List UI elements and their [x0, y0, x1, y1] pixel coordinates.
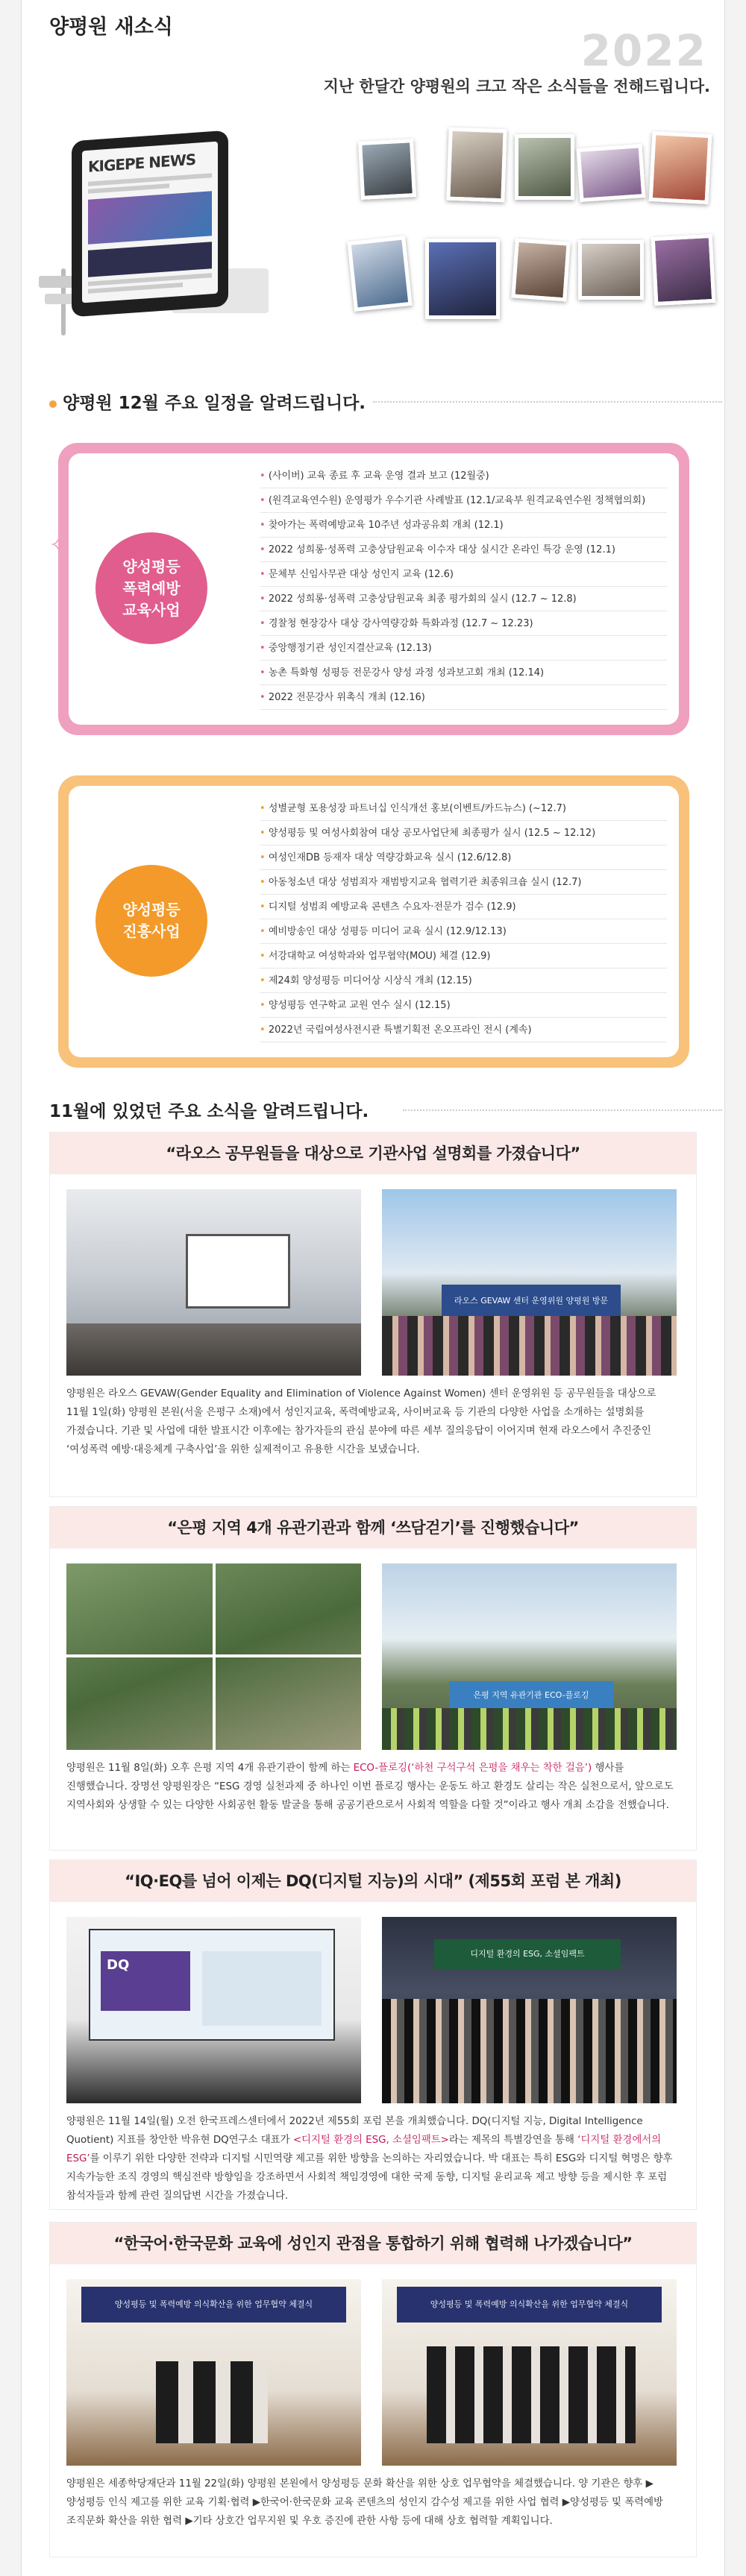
schedule-list [260, 464, 667, 710]
highlight-text: ‘디지털 환경에서의 ESG’ [66, 2135, 662, 2164]
divider [403, 1109, 722, 1111]
list-item: • 디지털 성범죄 예방교육 콘텐츠 수요자·전문가 검수 (12.9) [260, 895, 667, 919]
page-title: 양평원 새소식 [49, 16, 173, 39]
list-item: • 2022 전문강사 위촉식 개최 (12.16) [260, 685, 667, 710]
news-body: 양평원은 11월 14일(월) 오전 한국프레스센터에서 2022년 제55회 포럼 본을 개최했습니다. DQ(디지털 지능, Digital Intelligence Quotient) 지표를 창안한 박유현 DQ연구소 대표가 <디지털 환경의 ESG, 소셜임팩트>라는 제목의 특별강연을 통해 ‘디지털 환경에서의 ESG’를 이루기 위한 다양한 전략과 디지털 시민역량 제고를 위한 방향을 논의하는 자리였습니다. 박 대표는 특히 ESG와 디지털 혁명은 향후 지속가능한 조직 경영의 핵심전략 방향임을 강조하면서 사회적 책임경영에 대한 국제 동향, 디지털 윤리교육 제고 방향 등을 제시한 후 포럼 참석자들과 함께 관련 질의답변 시간을 가졌습니다. [66, 2116, 673, 2202]
list-item: • 여성인재DB 등재자 대상 역량강화교육 실시 (12.6/12.8) [260, 845, 667, 870]
news-photo-seminar [66, 1189, 361, 1376]
schedule-box-violence-prevention: ✧ 양성평등 폭력예방 교육사업 • (사이버) 교육 종료 후 교육 운영 결과 보고 (12월중) • (원격교육연수원) 운영평가 우수기관 사례발표 (12.1/교육부 원격교육연수원 정책협의회) • 찾아가는 폭력예방교육 10주년 성과공유회 개최 (12.1) • 2022 성희롱·성폭력 고충상담원교육 이수자 대상 실시간 온라인 특강 운영 (12.1) • 문체부 신임사무관 대상 성인지 교육 (12.6) • 2022 성희롱·성폭력 고충상담원교육 최종 평가회의 실시 (12.7 ~ 12.8) • 경찰청 현장강사 대상 강사역량강화 특화과정 (12.7 ~ 12.23) • 중앙행정기관 성인지결산교육 (12.13) • 농촌 특화형 성평등 전문강사 양성 과정 성과보고회 개최 (12.14) • 2022 전문강사 위촉식 개최 (12.16) [58, 443, 689, 735]
news-body: 양평원은 라오스 GEVAW(Gender Equality and Elimination of Violence Against Women) 센터 운영위원 등 공무원들을 대상으로 11월 1일(화) 양평원 본원(서울 은평구 소재)에서 성인지교육, 폭력예방교육, 사이버교육 등 기관의 다양한 사업을 소개하는 설명회를 가졌습니다. 기관 및 사업에 대한 발표시간 이후에는 참가자들의 관심 분야에 따른 세부 질의응답이 이어지며 현재 라오스에서 추진중인 ‘여성폭력 예방·대응체계 구축사업’을 위한 실제적이고 유용한 시간을 보냈습니다. [66, 1388, 656, 1455]
news-photo-plogging [66, 1563, 361, 1750]
december-heading: 양평원 12월 주요 일정을 알려드립니다. [49, 389, 366, 414]
tablet-illustration [72, 130, 228, 318]
november-heading: 11월에 있었던 주요 소식을 알려드립니다. [49, 1102, 369, 1121]
collage-photo [425, 239, 500, 319]
list-item: • 양성평등 연구학교 교원 연수 실시 (12.15) [260, 993, 667, 1018]
news-photo-signing: 양성평등 및 폭력예방 의식확산을 위한 업무협약 체결식 [66, 2279, 361, 2466]
list-item: • 양성평등 및 여성사회참여 대상 공모사업단체 최종평가 실시 (12.5 ~ 12.12) [260, 821, 667, 845]
photo-collage [351, 127, 724, 328]
news-title: “은평 지역 4개 유관기관과 함께 ‘쓰담걷기’를 진행했습니다” [50, 1507, 696, 1549]
list-item: • 성별균형 포용성장 파트너십 인식개선 홍보(이벤트/카드뉴스) (~12.7) [260, 796, 667, 821]
schedule-list [260, 796, 667, 1042]
divider [373, 401, 722, 403]
news-title: “라오스 공무원들을 대상으로 기관사업 설명회를 가졌습니다” [50, 1133, 696, 1174]
news-photo-group: 양성평등 및 폭력예방 의식확산을 위한 업무협약 체결식 [382, 2279, 677, 2466]
news-body: 양평원은 11월 8일(화) 오후 은평 지역 4개 유관기관이 함께 하는 ECO-플로깅(‘하천 구석구석 은평을 채우는 착한 걸음’) 행사를 진행했습니다. 장명선 양평원장은 “ESG 경영 실천과제 중 하나인 이번 플로깅 행사는 운동도 하고 환경도 살리는 작은 실천으로서, 앞으로도 지역사회와 상생할 수 있는 다양한 사회공헌 활동 발굴을 통해 공공기관으로서 사회적 역할을 다할 것”이라고 행사 개최 소감을 전했습니다. [66, 1763, 674, 1811]
collage-photo [578, 240, 644, 300]
tablet-logo: KIGEPE NEWS [88, 150, 196, 176]
collage-photo [358, 139, 416, 200]
news-title: “IQ·EQ를 넘어 이제는 DQ(디지털 지능)의 시대” (제55회 포럼 본 개최) [50, 1860, 696, 1902]
news-photo-group: 은평 지역 유관기관 ECO-플로깅 [382, 1563, 677, 1750]
news-item-mou [49, 2222, 697, 2557]
collage-photo [511, 239, 570, 302]
list-item: • 예비방송인 대상 성평등 미디어 교육 실시 (12.9/12.13) [260, 919, 667, 944]
list-item: • 제24회 양성평등 미디어상 시상식 개최 (12.15) [260, 969, 667, 993]
right-margin [725, 0, 746, 2576]
left-margin [0, 0, 21, 2576]
page-subtitle: 지난 한달간 양평원의 크고 작은 소식들을 전해드립니다. [323, 78, 710, 95]
list-item: • (사이버) 교육 종료 후 교육 운영 결과 보고 (12월중) [260, 464, 667, 488]
news-item-forum [49, 1859, 697, 2210]
highlight-text: ECO-플로깅(‘하천 구석구석 은평을 채우는 착한 걸음’) [353, 1763, 592, 1774]
news-photo-lecture: DQ [66, 1917, 361, 2103]
collage-photo [651, 234, 716, 306]
news-photo-group: 디지털 환경의 ESG, 소셜임팩트 [382, 1917, 677, 2103]
collage-photo [347, 236, 412, 312]
news-item-plogging [49, 1506, 697, 1851]
collage-photo [515, 134, 574, 200]
category-badge: 양성평등 진흥사업 [95, 865, 207, 977]
list-item: • (원격교육연수원) 운영평가 우수기관 사례발표 (12.1/교육부 원격교육연수원 정책협의회) [260, 488, 667, 513]
news-title: “한국어·한국문화 교육에 성인지 관점을 통합하기 위해 협력해 나가겠습니다” [50, 2223, 696, 2264]
list-item: • 서강대학교 여성학과와 업무협약(MOU) 체결 (12.9) [260, 944, 667, 969]
category-badge: 양성평등 폭력예방 교육사업 [95, 532, 207, 644]
collage-photo [649, 131, 712, 204]
news-photo-group: 라오스 GEVAW 센터 운영위원 양평원 방문 [382, 1189, 677, 1376]
list-item: • 2022년 국립여성사전시관 특별기획전 온오프라인 전시 (계속) [260, 1018, 667, 1042]
list-item: • 아동청소년 대상 성범죄자 재범방지교육 협력기관 최종워크숍 실시 (12.7) [260, 870, 667, 895]
list-item: • 중앙행정기관 성인지결산교육 (12.13) [260, 636, 667, 661]
year-label: 2022 [580, 25, 707, 76]
collage-photo [577, 144, 646, 202]
schedule-box-gender-equality [58, 775, 689, 1068]
highlight-text: <디지털 환경의 ESG, 소셜임팩트> [292, 2135, 449, 2146]
collage-photo [446, 127, 507, 203]
list-item: • 경찰청 현장강사 대상 강사역량강화 특화과정 (12.7 ~ 12.23) [260, 611, 667, 636]
list-item: • 문체부 신임사무관 대상 성인지 교육 (12.6) [260, 562, 667, 587]
list-item: • 2022 성희롱·성폭력 고충상담원교육 최종 평가회의 실시 (12.7 ~ 12.8) [260, 587, 667, 611]
news-body: 양평원은 세종학당재단과 11월 22일(화) 양평원 본원에서 양성평등 문화 확산을 위한 상호 업무협약을 체결했습니다. 양 기관은 향후 ▶양성평등 인식 제고를 위한 교육 기획·협력 ▶한국어·한국문화 교육 콘텐츠의 성인지 감수성 제고를 위한 사업 협력 ▶양성평등 및 폭력예방 조직문화 확산을 위한 협력 ▶기타 상호간 업무지원 및 우호 증진에 관한 사항 등에 대해 상호 협력할 계획입니다. [66, 2478, 663, 2527]
list-item: • 농촌 특화형 성평등 전문강사 양성 과정 성과보고회 개최 (12.14) [260, 661, 667, 685]
list-item: • 2022 성희롱·성폭력 고충상담원교육 이수자 대상 실시간 온라인 특강 운영 (12.1) [260, 538, 667, 562]
list-item: • 찾아가는 폭력예방교육 10주년 성과공유회 개최 (12.1) [260, 513, 667, 538]
news-item-laos [49, 1132, 697, 1497]
